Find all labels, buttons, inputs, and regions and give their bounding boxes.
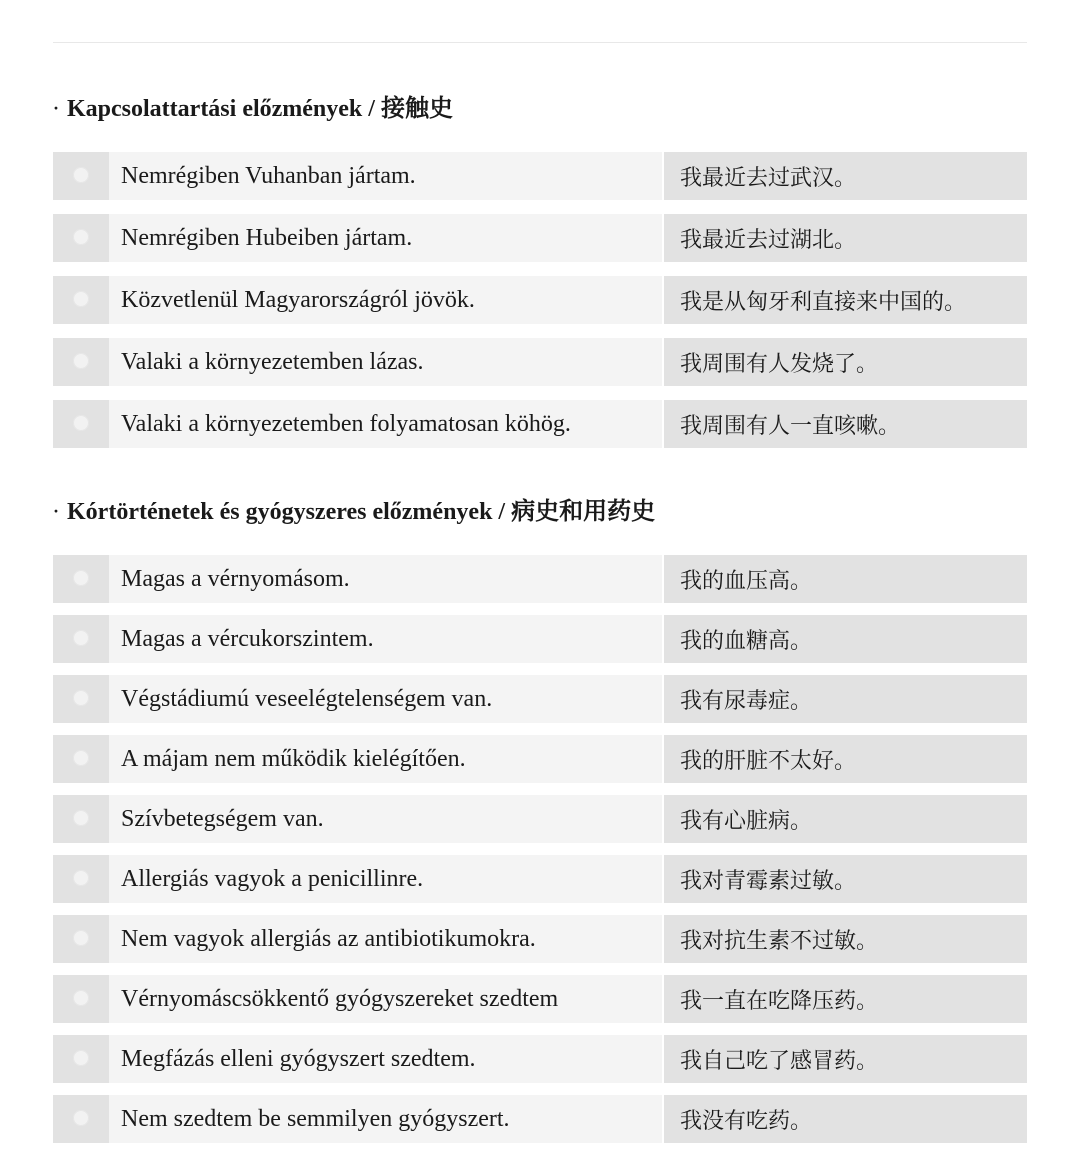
radio-cell[interactable] (53, 276, 109, 324)
hungarian-text: Valaki a környezetemben lázas. (109, 338, 662, 386)
hungarian-text: Nem szedtem be semmilyen gyógyszert. (109, 1095, 662, 1143)
radio-button-icon[interactable] (73, 870, 89, 886)
radio-button-icon[interactable] (73, 291, 89, 307)
option-row[interactable] (53, 855, 1027, 903)
chinese-text: 我周围有人一直咳嗽。 (664, 400, 1027, 448)
radio-cell[interactable] (53, 915, 109, 963)
hungarian-text: Megfázás elleni gyógyszert szedtem. (109, 1035, 662, 1083)
radio-cell[interactable] (53, 1035, 109, 1083)
radio-cell[interactable] (53, 795, 109, 843)
chinese-text: 我最近去过湖北。 (664, 214, 1027, 262)
hungarian-text: Valaki a környezetemben folyamatosan köhög. (109, 400, 662, 448)
option-row[interactable] (53, 152, 1027, 200)
radio-button-icon[interactable] (73, 810, 89, 826)
chinese-text: 我是从匈牙利直接来中国的。 (664, 276, 1027, 324)
option-row[interactable] (53, 276, 1027, 324)
option-row[interactable] (53, 1095, 1027, 1143)
chinese-text: 我周围有人发烧了。 (664, 338, 1027, 386)
radio-button-icon[interactable] (73, 415, 89, 431)
radio-button-icon[interactable] (73, 570, 89, 586)
radio-button-icon[interactable] (73, 167, 89, 183)
chinese-text: 我自己吃了感冒药。 (664, 1035, 1027, 1083)
radio-cell[interactable] (53, 615, 109, 663)
chinese-text: 我有尿毒症。 (664, 675, 1027, 723)
section-title-text: Kórtörténetek és gyógyszeres előzmények / 病史和用药史 (67, 499, 656, 525)
hungarian-text: Allergiás vagyok a penicillinre. (109, 855, 662, 903)
option-row[interactable] (53, 975, 1027, 1023)
option-row[interactable] (53, 555, 1027, 603)
radio-button-icon[interactable] (73, 1050, 89, 1066)
section-medical-history (53, 497, 1027, 1155)
hungarian-text: A májam nem működik kielégítően. (109, 735, 662, 783)
radio-cell[interactable] (53, 152, 109, 200)
radio-button-icon[interactable] (73, 990, 89, 1006)
option-row[interactable] (53, 915, 1027, 963)
radio-cell[interactable] (53, 975, 109, 1023)
radio-cell[interactable] (53, 400, 109, 448)
radio-button-icon[interactable] (73, 750, 89, 766)
bullet-icon: · (53, 98, 60, 118)
chinese-text: 我的肝脏不太好。 (664, 735, 1027, 783)
section-title (53, 94, 1027, 124)
radio-cell[interactable] (53, 675, 109, 723)
hungarian-text: Szívbetegségem van. (109, 795, 662, 843)
radio-cell[interactable] (53, 735, 109, 783)
radio-button-icon[interactable] (73, 630, 89, 646)
hungarian-text: Nem vagyok allergiás az antibiotikumokra. (109, 915, 662, 963)
chinese-text: 我没有吃药。 (664, 1095, 1027, 1143)
hungarian-text: Közvetlenül Magyarországról jövök. (109, 276, 662, 324)
hungarian-text: Magas a vérnyomásom. (109, 555, 662, 603)
hungarian-text: Végstádiumú veseelégtelenségem van. (109, 675, 662, 723)
top-divider (53, 42, 1027, 43)
radio-cell[interactable] (53, 338, 109, 386)
radio-cell[interactable] (53, 1095, 109, 1143)
chinese-text: 我一直在吃降压药。 (664, 975, 1027, 1023)
radio-cell[interactable] (53, 555, 109, 603)
chinese-text: 我对青霉素过敏。 (664, 855, 1027, 903)
hungarian-text: Nemrégiben Hubeiben jártam. (109, 214, 662, 262)
chinese-text: 我的血压高。 (664, 555, 1027, 603)
radio-button-icon[interactable] (73, 930, 89, 946)
option-row[interactable] (53, 795, 1027, 843)
bullet-icon: · (53, 501, 60, 521)
radio-cell[interactable] (53, 214, 109, 262)
section-title-text: Kapcsolattartási előzmények / 接触史 (67, 96, 453, 122)
option-row[interactable] (53, 735, 1027, 783)
hungarian-text: Nemrégiben Vuhanban jártam. (109, 152, 662, 200)
chinese-text: 我对抗生素不过敏。 (664, 915, 1027, 963)
option-row[interactable] (53, 1035, 1027, 1083)
option-row[interactable] (53, 675, 1027, 723)
option-row[interactable] (53, 400, 1027, 448)
option-row[interactable] (53, 214, 1027, 262)
radio-button-icon[interactable] (73, 353, 89, 369)
radio-button-icon[interactable] (73, 1110, 89, 1126)
chinese-text: 我有心脏病。 (664, 795, 1027, 843)
radio-cell[interactable] (53, 855, 109, 903)
chinese-text: 我的血糖高。 (664, 615, 1027, 663)
section-title (53, 497, 1027, 527)
chinese-text: 我最近去过武汉。 (664, 152, 1027, 200)
radio-button-icon[interactable] (73, 229, 89, 245)
option-row[interactable] (53, 338, 1027, 386)
hungarian-text: Vérnyomáscsökkentő gyógyszereket szedtem (109, 975, 662, 1023)
hungarian-text: Magas a vércukorszintem. (109, 615, 662, 663)
option-row[interactable] (53, 615, 1027, 663)
section-contact-history (53, 94, 1027, 462)
radio-button-icon[interactable] (73, 690, 89, 706)
